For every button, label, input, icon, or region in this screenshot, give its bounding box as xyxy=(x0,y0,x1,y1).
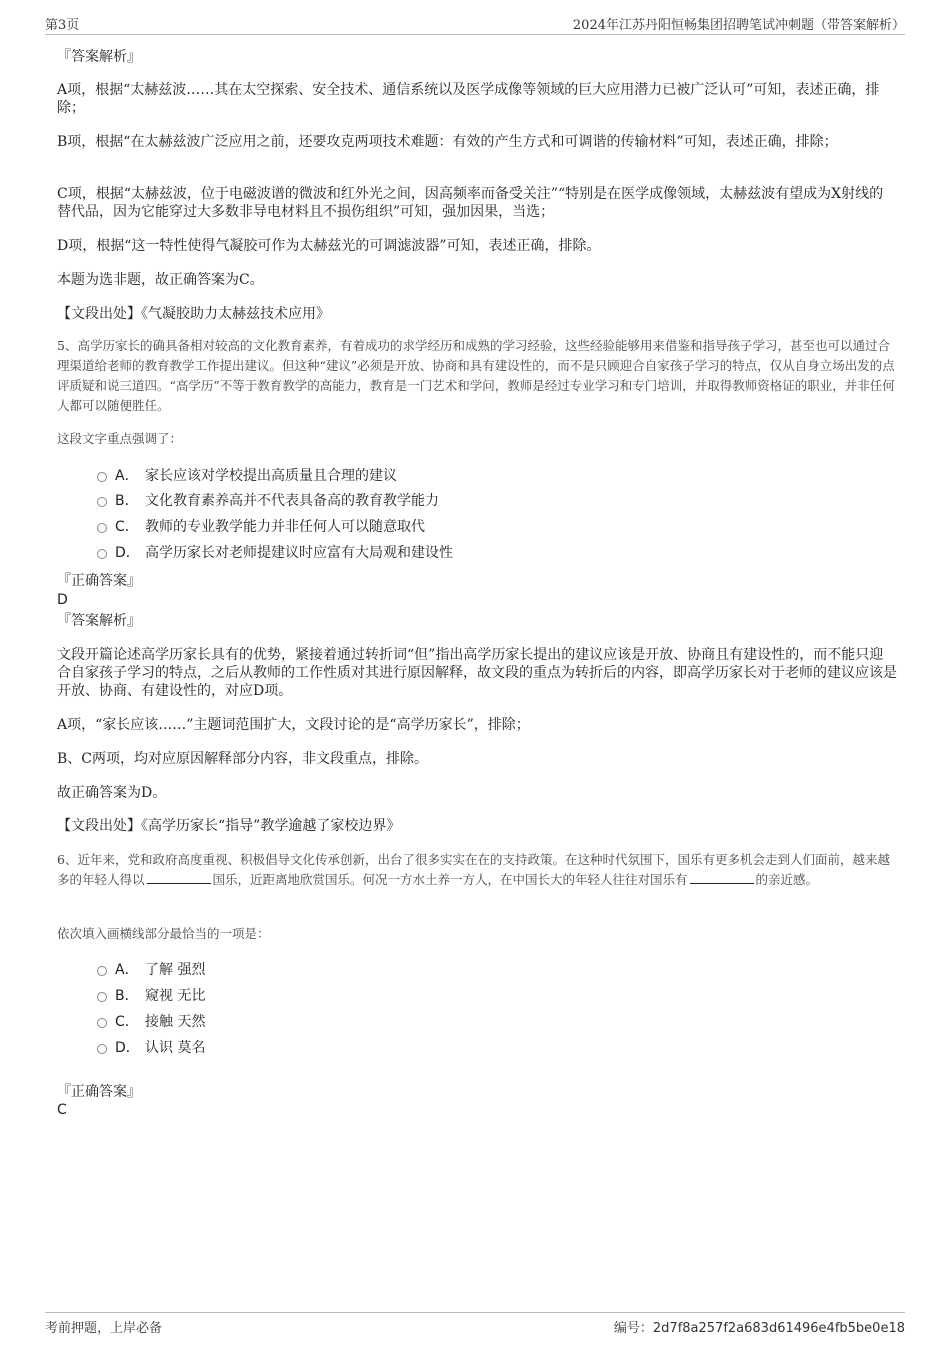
q4-conclusion: 本题为选非题，故正确答案为C。 xyxy=(57,272,264,288)
q5-stem: 5、高学历家长的确具备相对较高的文化教育素养，有着成功的求学经历和成熟的学习经验，这些经验能够用来借鉴和指导孩子学习，甚至也可以通过合理渠道给老师的教育教学工作提出建议。但这种“建议”必须是开放、协商和具有建设性的，而不是只顾迎合自家孩子学习的特点，仅从自身立场出发的点评质疑和说三道四。“高学历”不等于教育教学的高能力，教育是一门艺术和学问，教师是经过专业学习和专门培训，并取得教师资格证的职业，并非任何人都可以随便胜任。 xyxy=(57,338,895,413)
q6-answer-heading: 『正确答案』 xyxy=(57,1084,141,1100)
q5-option-c[interactable]: C． 教师的专业教学能力并非任何人可以随意取代 xyxy=(97,518,425,536)
footer-slogan: 考前押题，上岸必备 xyxy=(45,1321,163,1336)
page-number: 第3页 xyxy=(45,18,80,33)
document-code: 编号：2d7f8a257f2a683d61496e4fb5be0e18 xyxy=(613,1321,905,1336)
blank-line xyxy=(147,870,211,884)
q6-option-d[interactable]: D． 认识 莫名 xyxy=(97,1039,205,1057)
radio-icon[interactable] xyxy=(97,549,107,559)
q5-option-a[interactable]: A． 家长应该对学校提出高质量且合理的建议 xyxy=(97,467,397,485)
q5-option-d[interactable]: D． 高学历家长对老师提建议时应富有大局观和建设性 xyxy=(97,544,453,562)
q5-analysis-heading: 『答案解析』 xyxy=(57,613,141,629)
q6-stem: 6、近年来，党和政府高度重视、积极倡导文化传承创新，出台了很多实实在在的支持政策。在这种时代氛围下，国乐有更多机会走到人们面前，越来越多的年轻人得以 国乐，近距离地欣赏国乐。何况一方水土养一方人，在中国长大的年轻人往往对国乐有 的亲近感。 xyxy=(57,852,890,887)
q6-option-b[interactable]: B． 窥视 无比 xyxy=(97,987,205,1005)
q5-answer-heading: 『正确答案』 xyxy=(57,573,141,589)
q5-analysis-bc: B、C两项，均对应原因解释部分内容，非文段重点，排除。 xyxy=(57,751,428,767)
q5-analysis-a: A项，“家长应该……”主题词范围扩大，文段讨论的是“高学历家长”，排除； xyxy=(57,717,530,733)
q4-analysis-a: A项，根据“太赫兹波……其在太空探索、安全技术、通信系统以及医学成像等领域的巨大应用潜力已被广泛认可”可知，表述正确，排除； xyxy=(57,82,880,116)
q5-prompt: 这段文字重点强调了： xyxy=(57,431,183,446)
radio-icon[interactable] xyxy=(97,497,107,507)
radio-icon[interactable] xyxy=(97,992,107,1002)
q4-analysis-d: D项，根据“这一特性使得气凝胶可作为太赫兹光的可调滤波器”可知，表述正确，排除。 xyxy=(57,238,601,254)
q4-analysis-heading: 『答案解析』 xyxy=(57,49,141,65)
q5-answer: D xyxy=(57,592,68,608)
blank-line xyxy=(690,870,754,884)
radio-icon[interactable] xyxy=(97,966,107,976)
q5-analysis-main: 文段开篇论述高学历家长具有的优势，紧接着通过转折词“但”指出高学历家长提出的建议应该是开放、协商且有建设性的，而不能只迎合自家孩子学习的特点，之后从教师的工作性质对其进行原因解释，故文段的重点为转折后的内容，即高学历家长对于老师的建议应该是开放、协商、有建设性的，对应D项。 xyxy=(57,647,897,699)
document-title: 2024年江苏丹阳恒畅集团招聘笔试冲刺题（带答案解析） xyxy=(572,18,905,33)
q6-option-a[interactable]: A． 了解 强烈 xyxy=(97,961,205,979)
q4-analysis-b: B项，根据“在太赫兹波广泛应用之前，还要攻克两项技术难题：有效的产生方式和可调谐的传输材料”可知，表述正确，排除； xyxy=(57,134,838,150)
q4-source: 【文段出处】《气凝胶助力太赫兹技术应用》 xyxy=(57,306,330,322)
q4-analysis-c: C项，根据“太赫兹波，位于电磁波谱的微波和红外光之间，因高频率而备受关注”“特别是在医学成像领域，太赫兹波有望成为X射线的替代品，因为它能穿过大多数非导电材料且不损伤组织”可知，强加因果，当选； xyxy=(57,186,884,220)
q6-option-c[interactable]: C． 接触 天然 xyxy=(97,1013,205,1031)
radio-icon[interactable] xyxy=(97,1018,107,1028)
radio-icon[interactable] xyxy=(97,523,107,533)
q5-source: 【文段出处】《高学历家长“指导”教学逾越了家校边界》 xyxy=(57,818,401,834)
q6-prompt: 依次填入画横线部分最恰当的一项是： xyxy=(57,926,270,941)
page-header xyxy=(45,14,905,35)
radio-icon[interactable] xyxy=(97,472,107,482)
q5-option-b[interactable]: B． 文化教育素养高并不代表具备高的教育教学能力 xyxy=(97,492,439,510)
page-footer xyxy=(45,1312,905,1335)
q5-conclusion: 故正确答案为D。 xyxy=(57,785,167,801)
radio-icon[interactable] xyxy=(97,1044,107,1054)
q6-answer: C xyxy=(57,1102,67,1118)
